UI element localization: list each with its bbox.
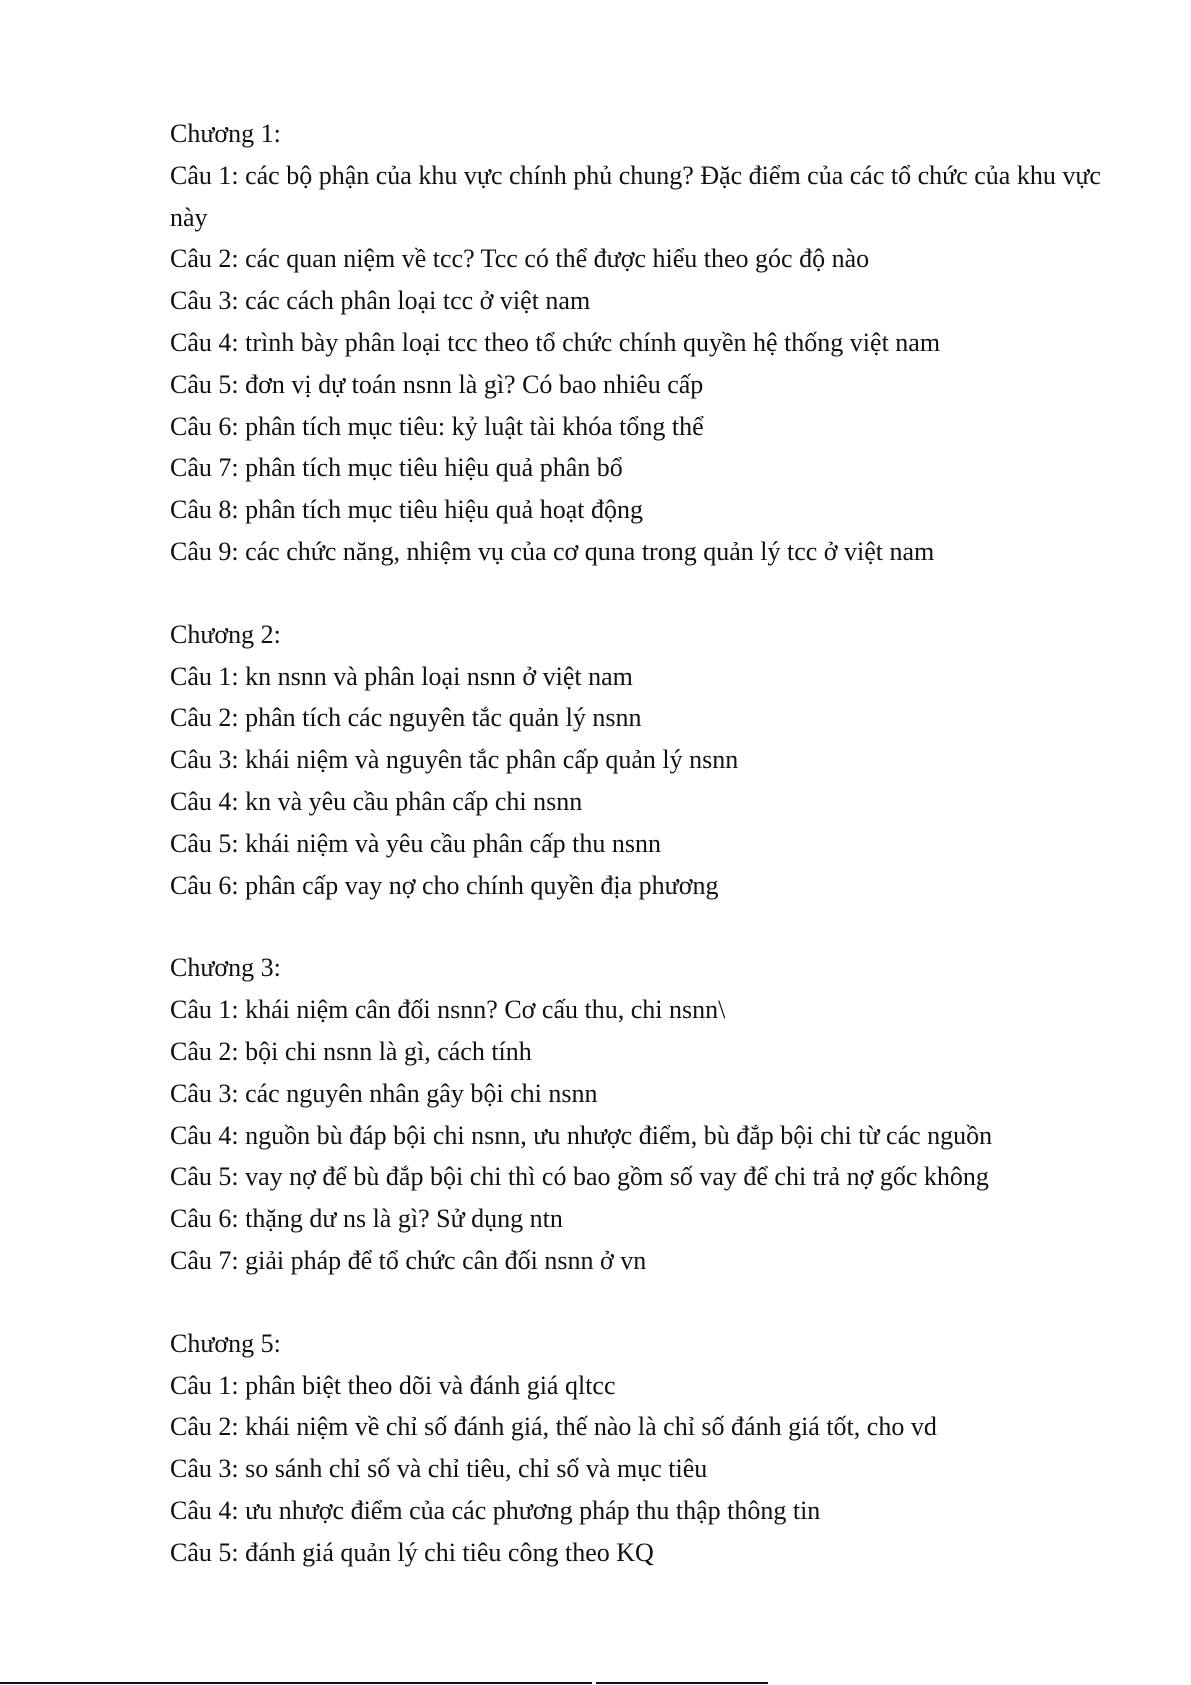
question-item: Câu 4: trình bày phân loại tcc theo tổ chức chính quyền hệ thống việt nam [170, 327, 941, 357]
question-item: Câu 7: phân tích mục tiêu hiệu quả phân bổ [170, 453, 623, 483]
question-item: Câu 2: khái niệm về chỉ số đánh giá, thế nào là chỉ số đánh giá tốt, cho vd [170, 1412, 937, 1442]
question-item: Câu 4: ưu nhược điểm của các phương pháp thu thập thông tin [170, 1495, 821, 1525]
chapter-heading: Chương 1: [170, 119, 281, 148]
question-item: Câu 2: bội chi nsnn là gì, cách tính [170, 1036, 532, 1066]
question-item: Câu 3: khái niệm và nguyên tắc phân cấp quản lý nsnn [170, 745, 739, 775]
question-item: Câu 5: khái niệm và yêu cầu phân cấp thu nsnn [170, 828, 661, 858]
question-item: Câu 1: các bộ phận của khu vực chính phủ chung? Đặc điểm của các tổ chức của khu vực này [170, 160, 1101, 232]
question-item: Câu 6: phân cấp vay nợ cho chính quyền địa phương [170, 870, 719, 900]
question-item: Câu 3: các nguyên nhân gây bội chi nsnn [170, 1078, 598, 1108]
question-item: Câu 8: phân tích mục tiêu hiệu quả hoạt động [170, 495, 643, 525]
question-item: Câu 5: đơn vị dự toán nsnn là gì? Có bao nhiêu cấp [170, 369, 704, 399]
chapter-5-section [170, 1323, 1130, 1574]
question-item: Câu 3: so sánh chỉ số và chỉ tiêu, chỉ số và mục tiêu [170, 1454, 708, 1484]
question-item: Câu 6: thặng dư ns là gì? Sử dụng ntn [170, 1204, 563, 1234]
question-item: Câu 5: vay nợ để bù đắp bội chi thì có bao gồm số vay để chi trả nợ gốc không [170, 1162, 989, 1192]
document-page [170, 113, 1130, 1615]
page-bottom-rule [0, 1682, 592, 1684]
question-item: Câu 2: phân tích các nguyên tắc quản lý nsnn [170, 703, 642, 733]
question-item: Câu 2: các quan niệm về tcc? Tcc có thể được hiểu theo góc độ nào [170, 244, 870, 274]
question-item: Câu 4: kn và yêu cầu phân cấp chi nsnn [170, 786, 583, 816]
question-item: Câu 1: khái niệm cân đối nsnn? Cơ cấu thu, chi nsnn\ [170, 995, 726, 1025]
page-bottom-rule [596, 1682, 768, 1684]
question-item: Câu 1: phân biệt theo dõi và đánh giá qltcc [170, 1370, 616, 1400]
question-item: Câu 7: giải pháp để tổ chức cân đối nsnn ở vn [170, 1245, 647, 1275]
question-item: Câu 1: kn nsnn và phân loại nsnn ở việt nam [170, 661, 633, 691]
chapter-1-section [170, 113, 1130, 573]
question-item: Câu 3: các cách phân loại tcc ở việt nam [170, 286, 591, 316]
question-item: Câu 9: các chức năng, nhiệm vụ của cơ quna trong quản lý tcc ở việt nam [170, 536, 935, 566]
chapter-3-section [170, 947, 1130, 1281]
question-item: Câu 5: đánh giá quản lý chi tiêu công theo KQ [170, 1537, 654, 1567]
chapter-heading: Chương 2: [170, 619, 281, 649]
chapter-heading: Chương 3: [170, 953, 281, 983]
chapter-heading: Chương 5: [170, 1328, 281, 1358]
question-item: Câu 4: nguồn bù đáp bội chi nsnn, ưu nhược điểm, bù đắp bội chi từ các nguồn [170, 1120, 993, 1150]
chapter-2-section [170, 614, 1130, 907]
question-item: Câu 6: phân tích mục tiêu: kỷ luật tài khóa tổng thể [170, 411, 704, 441]
